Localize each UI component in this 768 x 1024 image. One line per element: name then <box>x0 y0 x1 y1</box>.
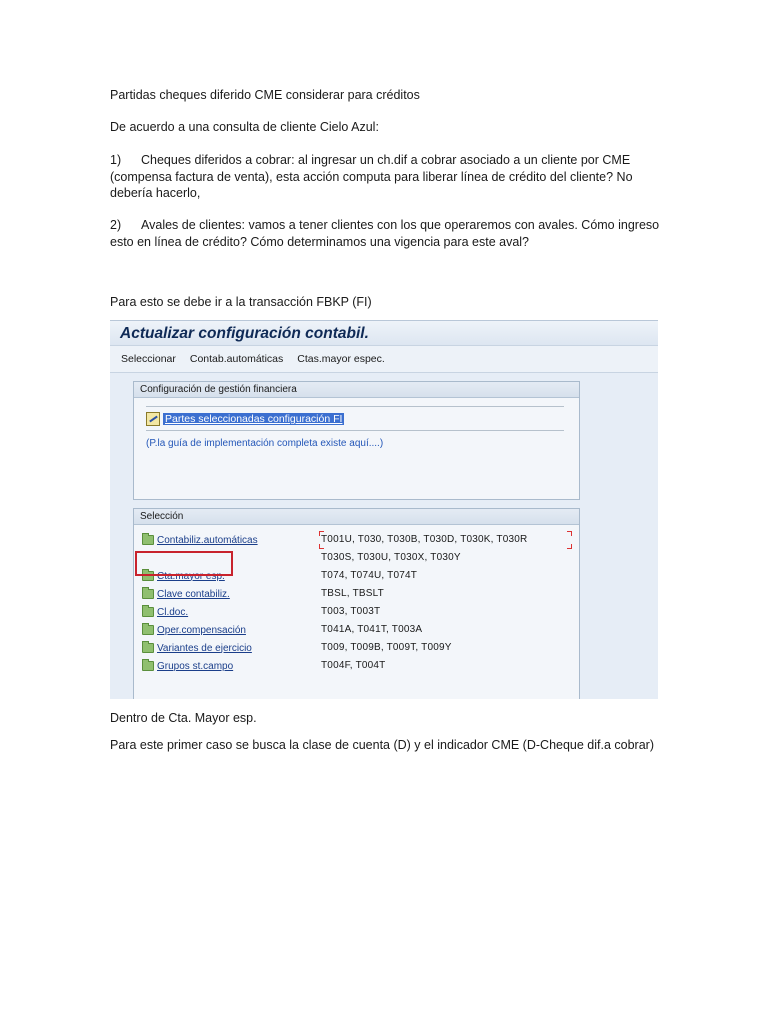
folder-icon <box>142 535 154 545</box>
selection-link[interactable]: Cta.mayor esp. <box>157 570 225 582</box>
selection-link[interactable]: Variantes de ejercicio <box>157 642 252 654</box>
focus-bracket <box>319 544 324 549</box>
sap-menubar <box>110 346 658 373</box>
doc-item-2 <box>110 217 660 250</box>
item-2-text: Avales de clientes: vamos a tener clientes con los que operaremos con avales. Cómo ingreso esto en línea de crédito? Cómo determinamos una vigencia para este aval? <box>110 218 660 249</box>
folder-icon <box>142 661 154 671</box>
doc-inside-line: Dentro de Cta. Mayor esp. <box>110 711 257 725</box>
edit-document-icon <box>146 412 160 426</box>
menu-ctas-mayor-espec[interactable]: Ctas.mayor espec. <box>297 353 385 365</box>
menu-contab-automaticas[interactable]: Contab.automáticas <box>189 353 284 365</box>
focus-bracket <box>567 544 572 549</box>
folder-icon <box>142 625 154 635</box>
item-2-number: 2) <box>110 218 122 232</box>
config-link-label[interactable]: Partes seleccionadas configuración FI <box>165 413 343 425</box>
selection-row-grupos-st-campo[interactable] <box>142 658 233 674</box>
doc-final-line: Para este primer caso se busca la clase de cuenta (D) y el indicador CME (D-Cheque dif.a cobrar) <box>110 738 654 752</box>
folder-icon <box>142 589 154 599</box>
implementation-guide-note[interactable]: (P.la guía de implementación completa existe aquí....) <box>146 438 384 449</box>
focus-bracket <box>319 531 324 536</box>
sap-titlebar <box>110 321 658 346</box>
selection-row-cl-doc[interactable] <box>142 604 188 620</box>
divider <box>146 406 564 407</box>
selection-value: T009, T009B, T009T, T009Y <box>321 642 452 653</box>
selection-row-variantes-de-ejercicio[interactable] <box>142 640 252 656</box>
divider <box>146 430 564 431</box>
config-group-header: Configuración de gestión financiera <box>134 382 579 398</box>
doc-transaction-line: Para esto se debe ir a la transacción FBKP (FI) <box>110 295 372 309</box>
selection-value: T041A, T041T, T003A <box>321 624 423 635</box>
focus-bracket <box>567 531 572 536</box>
selection-value: T004F, T004T <box>321 660 386 671</box>
menu-seleccionar[interactable]: Seleccionar <box>121 353 176 365</box>
item-1-number: 1) <box>110 153 122 167</box>
selection-value: T030S, T030U, T030X, T030Y <box>321 552 461 563</box>
selection-link[interactable]: Contabiliz.automáticas <box>157 534 258 546</box>
selection-value: T001U, T030, T030B, T030D, T030K, T030R <box>321 534 528 545</box>
selection-link[interactable]: Grupos st.campo <box>157 660 234 672</box>
highlight-box <box>135 551 233 576</box>
selection-row-clave-contabiliz[interactable] <box>142 586 230 602</box>
selection-link[interactable]: Cl.doc. <box>157 606 189 618</box>
selection-value: T074, T074U, T074T <box>321 570 418 581</box>
item-1-text: Cheques diferidos a cobrar: al ingresar un ch.dif a cobrar asociado a un cliente por CME (compensa factura de venta), esta acción computa para liberar línea de crédito del cliente? No debería hacerlo, <box>110 153 633 200</box>
selection-link[interactable]: Clave contabiliz. <box>157 588 230 600</box>
selection-value: T003, T003T <box>321 606 381 617</box>
folder-icon <box>142 607 154 617</box>
doc-title: Partidas cheques diferido CME considerar para créditos <box>110 88 420 102</box>
config-link[interactable] <box>146 412 344 426</box>
folder-icon <box>142 643 154 653</box>
selection-group-header: Selección <box>134 509 579 525</box>
selection-row-contabiliz-automaticas[interactable] <box>142 532 258 548</box>
config-group <box>133 381 580 500</box>
selection-link[interactable]: Oper.compensación <box>157 624 246 636</box>
doc-item-1 <box>110 152 660 202</box>
selection-value: TBSL, TBSLT <box>321 588 384 599</box>
doc-intro: De acuerdo a una consulta de cliente Cielo Azul: <box>110 120 379 134</box>
sap-screenshot <box>110 320 658 699</box>
sap-window-title: Actualizar configuración contabil. <box>120 325 369 342</box>
selection-group <box>133 508 580 699</box>
selection-row-oper-compensacion[interactable] <box>142 622 246 638</box>
